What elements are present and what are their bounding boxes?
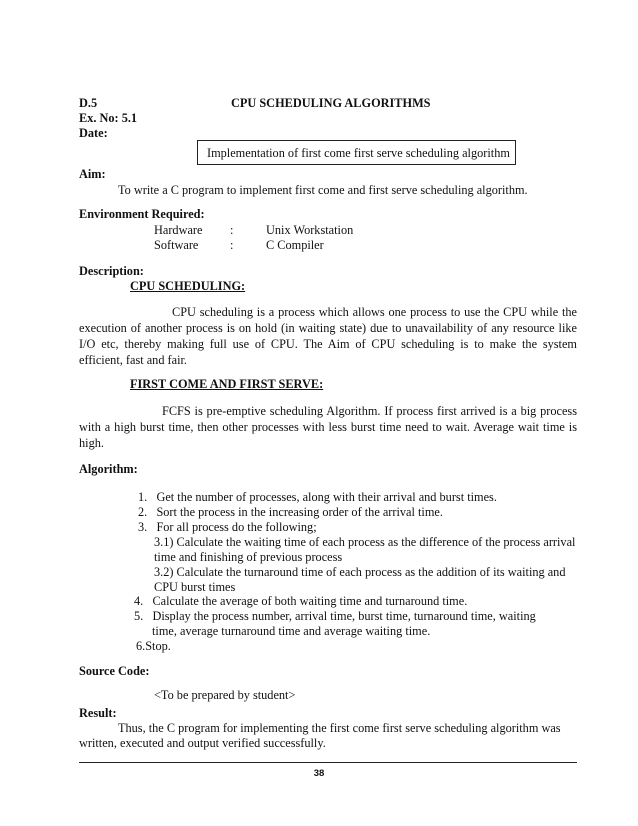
- result-text-line1: Thus, the C program for implementing the first come first serve scheduling algorithm was: [118, 721, 561, 735]
- task-box: [197, 140, 516, 165]
- fcfs-paragraph: FCFS is pre-emptive scheduling Algorithm. If process first arrived is a big process with a high burst time, then other processes with less burst time need to wait. Average wait time is high.: [79, 404, 577, 450]
- environment-heading: Environment Required:: [79, 207, 205, 221]
- cpu-scheduling-subheading: CPU SCHEDULING:: [130, 279, 246, 293]
- algorithm-step: time, average turnaround time and average waiting time.: [152, 624, 431, 638]
- cpu-scheduling-paragraph: CPU scheduling is a process which allows one process to use the CPU while the execution of another process is on hold (in waiting state) due to unavailability of any resource like I/O etc, thereby making full use of CPU. The Aim of CPU scheduling is to make the system efficient, fast and fair.: [79, 305, 577, 367]
- algorithm-step: CPU burst times: [154, 580, 236, 594]
- env-hardware-value: Unix Workstation: [266, 223, 354, 237]
- source-code-placeholder: <To be prepared by student>: [154, 688, 296, 702]
- env-software-value: C Compiler: [266, 238, 324, 252]
- page-title: CPU SCHEDULING ALGORITHMS: [231, 96, 431, 110]
- chapter-number: D.5: [79, 96, 98, 110]
- date-label: Date:: [79, 126, 108, 140]
- task-title: Implementation of first come first serve scheduling algorithm: [207, 146, 510, 160]
- algorithm-step: 6.Stop.: [136, 639, 171, 653]
- fcfs-subheading: FIRST COME AND FIRST SERVE:: [130, 377, 324, 391]
- page-number: 38: [313, 768, 325, 779]
- aim-heading: Aim:: [79, 167, 106, 181]
- footer-divider: [79, 762, 577, 763]
- env-software-sep: :: [230, 238, 234, 252]
- algorithm-step: time and finishing of previous process: [154, 550, 343, 564]
- result-text-line2: written, executed and output verified successfully.: [79, 736, 326, 750]
- algorithm-step: 4. Calculate the average of both waiting time and turnaround time.: [134, 594, 468, 608]
- algorithm-step: 3.2) Calculate the turnaround time of each process as the addition of its waiting and: [154, 565, 566, 579]
- description-heading: Description:: [79, 264, 144, 278]
- env-software-key: Software: [154, 238, 199, 252]
- algorithm-step: 3. For all process do the following;: [138, 520, 317, 534]
- result-heading: Result:: [79, 706, 117, 720]
- source-code-heading: Source Code:: [79, 664, 150, 678]
- algorithm-heading: Algorithm:: [79, 462, 138, 476]
- algorithm-step: 3.1) Calculate the waiting time of each process as the difference of the process arrival: [154, 535, 576, 549]
- algorithm-step: 1. Get the number of processes, along with their arrival and burst times.: [138, 490, 497, 504]
- algorithm-step: 5. Display the process number, arrival time, burst time, turnaround time, waiting: [134, 609, 536, 623]
- exercise-number: Ex. No: 5.1: [79, 111, 138, 125]
- aim-text: To write a C program to implement first come and first serve scheduling algorithm.: [118, 183, 528, 197]
- env-hardware-sep: :: [230, 223, 234, 237]
- env-hardware-key: Hardware: [154, 223, 203, 237]
- algorithm-step: 2. Sort the process in the increasing order of the arrival time.: [138, 505, 443, 519]
